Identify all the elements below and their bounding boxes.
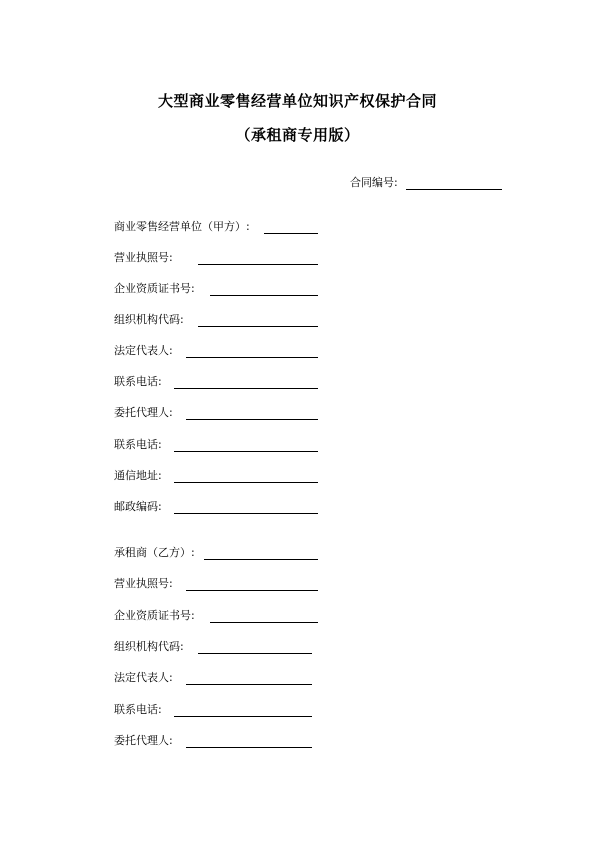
document-title: 大型商业零售经营单位知识产权保护合同: [157, 92, 437, 110]
party-a-name-label: 商业零售经营单位（甲方）:: [114, 220, 250, 233]
party-a-agent-label: 委托代理人:: [114, 406, 173, 419]
party-a-phone-blank[interactable]: [174, 388, 318, 389]
party-a-qualification-field: [114, 282, 195, 296]
party-a-phone-field: [114, 375, 162, 389]
party-b-qualification-field: [114, 609, 195, 623]
party-b-license-field: [114, 577, 173, 591]
party-b-phone-field: [114, 703, 162, 717]
contract-number-blank[interactable]: [406, 178, 502, 190]
party-b-org-code-label: 组织机构代码:: [114, 640, 184, 653]
party-a-license-blank[interactable]: [198, 264, 318, 265]
party-a-license-field: [114, 251, 173, 265]
party-a-name-blank[interactable]: [264, 233, 318, 234]
party-a-qualification-blank[interactable]: [210, 295, 318, 296]
contract-number-label: 合同编号:: [350, 176, 398, 189]
party-b-agent-label: 委托代理人:: [114, 734, 173, 747]
party-a-address-field: [114, 469, 162, 483]
party-b-legal-rep-field: [114, 671, 173, 685]
party-a-agent-phone-blank[interactable]: [174, 451, 318, 452]
party-a-address-label: 通信地址:: [114, 469, 162, 482]
contract-number-field: [350, 174, 502, 190]
party-a-postcode-blank[interactable]: [174, 513, 318, 514]
party-b-legal-rep-label: 法定代表人:: [114, 671, 173, 684]
party-b-license-label: 营业执照号:: [114, 577, 173, 590]
party-a-legal-rep-label: 法定代表人:: [114, 344, 173, 357]
party-b-qualification-label: 企业资质证书号:: [114, 609, 195, 622]
party-b-legal-rep-blank[interactable]: [186, 684, 312, 685]
party-a-postcode-label: 邮政编码:: [114, 500, 162, 513]
party-a-address-blank[interactable]: [174, 482, 318, 483]
party-a-legal-rep-blank[interactable]: [186, 357, 318, 358]
party-a-postcode-field: [114, 500, 162, 514]
party-b-qualification-blank[interactable]: [210, 622, 318, 623]
party-b-license-blank[interactable]: [186, 590, 318, 591]
party-b-agent-blank[interactable]: [186, 747, 312, 748]
party-a-org-code-label: 组织机构代码:: [114, 313, 184, 326]
party-b-agent-field: [114, 734, 173, 748]
party-a-org-code-field: [114, 313, 184, 327]
document-subtitle: （承租商专用版）: [235, 126, 360, 144]
party-b-org-code-field: [114, 640, 184, 654]
party-a-phone-label: 联系电话:: [114, 375, 162, 388]
party-a-agent-field: [114, 406, 173, 420]
party-a-agent-phone-label: 联系电话:: [114, 438, 162, 451]
party-b-name-blank[interactable]: [204, 559, 318, 560]
party-a-name-field: [114, 220, 250, 234]
party-a-license-label: 营业执照号:: [114, 251, 173, 264]
party-a-agent-blank[interactable]: [186, 419, 318, 420]
party-a-agent-phone-field: [114, 438, 162, 452]
party-a-qualification-label: 企业资质证书号:: [114, 282, 195, 295]
party-a-legal-rep-field: [114, 344, 173, 358]
party-b-phone-blank[interactable]: [174, 716, 312, 717]
party-b-org-code-blank[interactable]: [198, 653, 312, 654]
party-b-name-field: [114, 546, 195, 560]
party-b-phone-label: 联系电话:: [114, 703, 162, 716]
party-b-name-label: 承租商（乙方）:: [114, 546, 195, 559]
party-a-org-code-blank[interactable]: [198, 326, 318, 327]
